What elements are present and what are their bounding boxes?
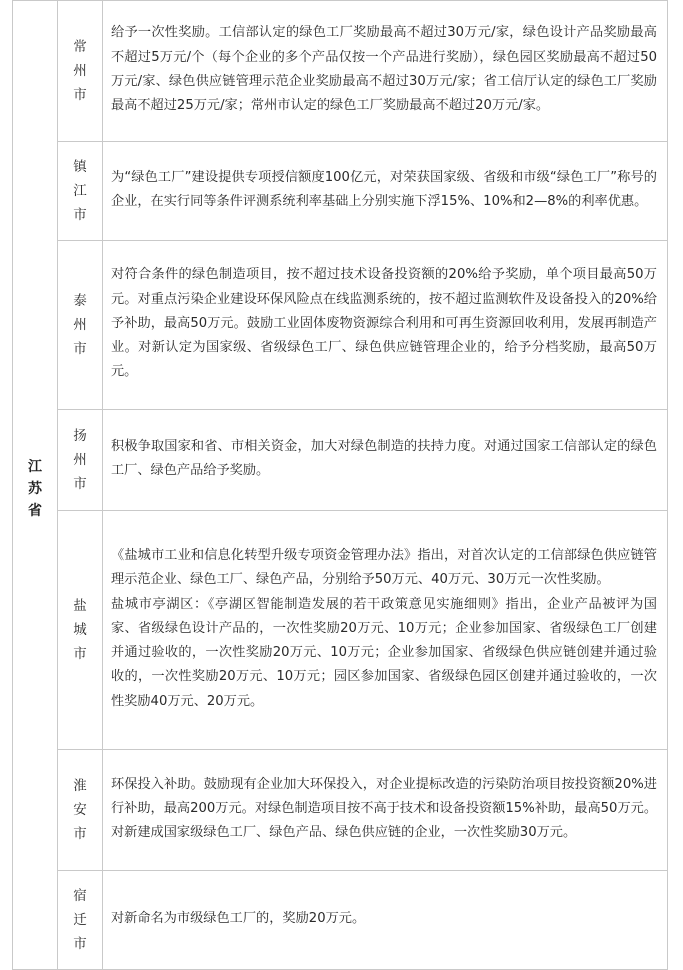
table-row-suqian	[13, 871, 668, 970]
city-label: 常州市	[73, 39, 87, 103]
table-row-changzhou	[13, 1, 668, 142]
policy-description-cell	[103, 241, 668, 410]
green-manufacturing-policy-table	[12, 0, 668, 970]
city-cell	[58, 241, 103, 410]
table-row-huaian	[13, 750, 668, 871]
policy-description-cell	[103, 871, 668, 970]
policy-paragraph: 环保投入补助。鼓励现有企业加大环保投入，对企业提标改造的污染防治项目按投资额20%进行补助，最高200万元。对绿色制造项目按不高于技术和设备投资额15%补助，最高50万元。对新建成国家级绿色工厂、绿色产品、绿色供应链的企业，一次性奖励30万元。	[111, 776, 658, 841]
policy-description-cell	[103, 410, 668, 511]
table-row-taizhou	[13, 241, 668, 410]
city-cell	[58, 142, 103, 241]
policy-paragraph: 给予一次性奖励。工信部认定的绿色工厂奖励最高不超过30万元/家，绿色设计产品奖励最高不超过5万元/个（每个企业的多个产品仅按一个产品进行奖励），绿色园区奖励最高不超过50万元/家、绿色供应链管理示范企业奖励最高不超过30万元/家；省工信厅认定的绿色工厂奖励最高不超过25万元/家；常州市认定的绿色工厂奖励最高不超过20万元/家。	[111, 25, 657, 114]
policy-paragraph: 为“绿色工厂”建设提供专项授信额度100亿元，对荣获国家级、省级和市级“绿色工厂”称号的企业，在实行同等条件评测系统利率基础上分别实施下浮15%、10%和2—8%的利率优惠。	[111, 169, 657, 209]
city-cell	[58, 1, 103, 142]
policy-paragraph: 对新命名为市级绿色工厂的，奖励20万元。	[111, 910, 366, 926]
city-label: 盐城市	[73, 598, 87, 662]
city-cell	[58, 511, 103, 750]
province-label: 江苏省	[28, 459, 42, 519]
table-row-yangzhou	[13, 410, 668, 511]
policy-description-cell	[103, 750, 668, 871]
policy-description-cell	[103, 511, 668, 750]
policy-paragraph: 《盐城市工业和信息化转型升级专项资金管理办法》指出，对首次认定的工信部绿色供应链管理示范企业、绿色工厂、绿色产品，分别给予50万元、40万元、30万元一次性奖励。	[111, 547, 657, 588]
policy-description-cell	[103, 142, 668, 241]
table-row-yancheng	[13, 511, 668, 750]
city-label: 泰州市	[73, 293, 87, 357]
city-cell	[58, 750, 103, 871]
city-cell	[58, 871, 103, 970]
city-cell	[58, 410, 103, 511]
policy-paragraph: 积极争取国家和省、市相关资金，加大对绿色制造的扶持力度。对通过国家工信部认定的绿色工厂、绿色产品给予奖励。	[111, 438, 657, 478]
city-label: 宿迁市	[73, 888, 87, 952]
policy-description-cell	[103, 1, 668, 142]
province-cell	[13, 1, 58, 970]
policy-paragraph: 盐城市亭湖区：《亭湖区智能制造发展的若干政策意见实施细则》指出，企业产品被评为国家、省级绿色设计产品的，一次性奖励20万元、10万元；企业参加国家、省级绿色工厂创建并通过验收的，一次性奖励20万元、10万元；企业参加国家、省级绿色供应链创建并通过验收的，一次性奖励20万元、10万元；园区参加国家、省级绿色园区创建并通过验收的，一次性奖励40万元、20万元。	[111, 596, 657, 709]
city-label: 镇江市	[73, 159, 87, 223]
policy-paragraph: 对符合条件的绿色制造项目，按不超过技术设备投资额的20%给予奖励，单个项目最高50万元。对重点污染企业建设环保风险点在线监测系统的，按不超过监测软件及设备投入的20%给予补助，最高50万元。鼓励工业固体废物资源综合利用和可再生资源回收利用，发展再制造产业。对新认定为国家级、省级绿色工厂、绿色供应链管理企业的，给予分档奖励，最高50万元。	[111, 267, 657, 380]
city-label: 扬州市	[73, 428, 87, 492]
table-row-zhenjiang	[13, 142, 668, 241]
city-label: 淮安市	[73, 778, 87, 842]
